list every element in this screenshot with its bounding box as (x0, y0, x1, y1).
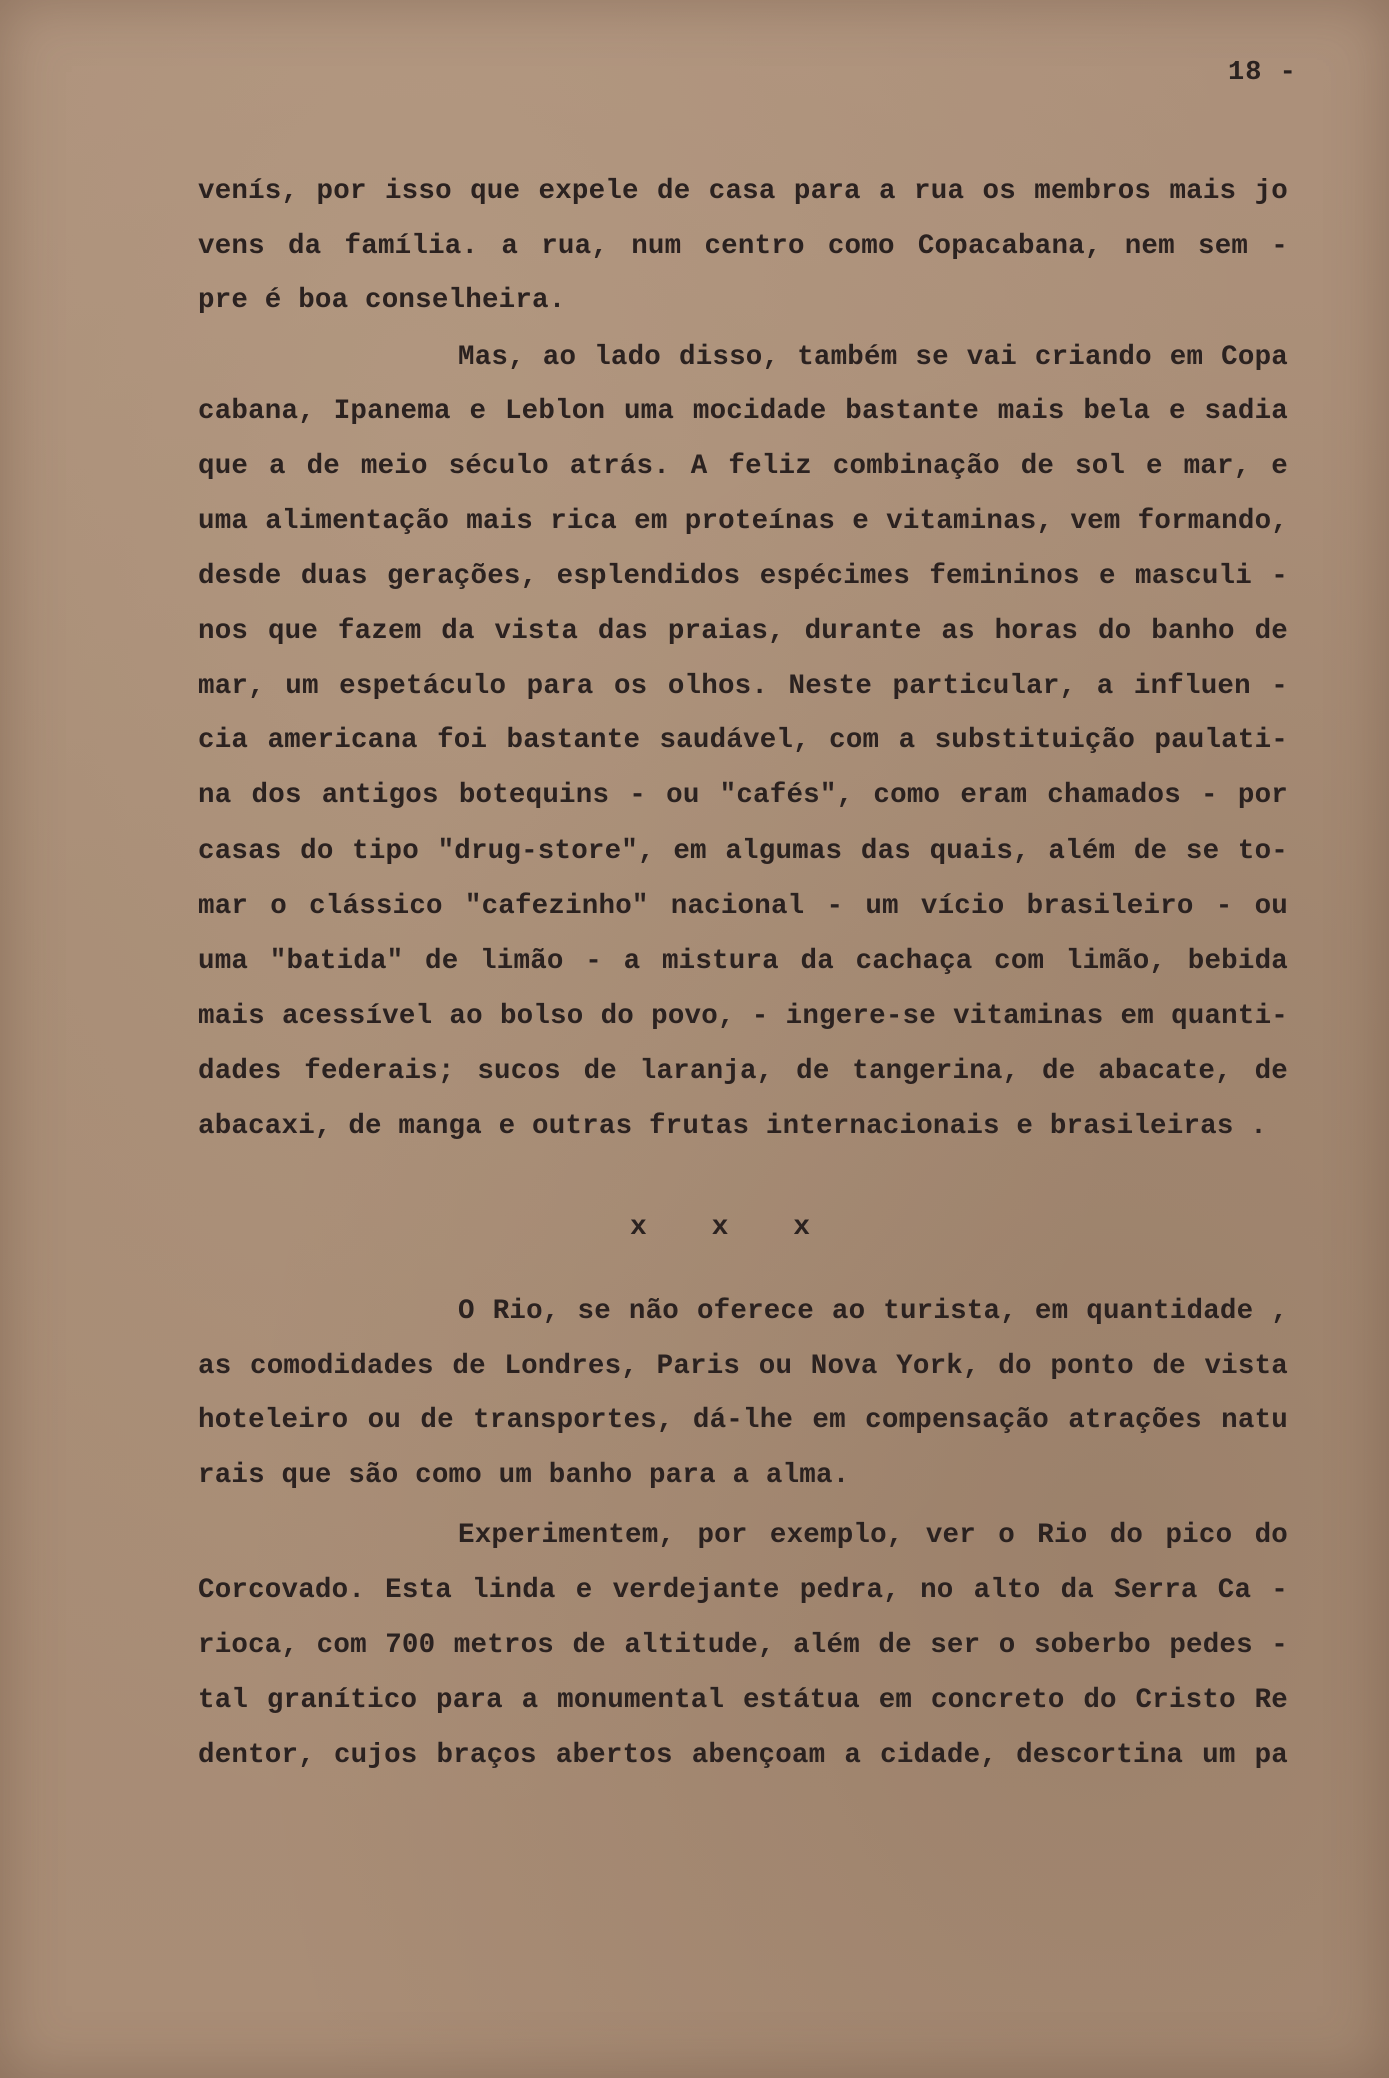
text-line: rioca, com 700 metros de altitude, além de ser o soberbo pedes - (198, 1630, 1288, 1661)
text-line: O Rio, se não oferece ao turista, em quantidade , (458, 1296, 1288, 1327)
separator-mark: x (711, 1212, 729, 1243)
text-line: cabana, Ipanema e Leblon uma mocidade bastante mais bela e sadia (198, 396, 1288, 427)
text-line: cia americana foi bastante saudável, com a substituição paulati- (198, 725, 1288, 756)
text-line: tal granítico para a monumental estátua em concreto do Cristo Re (198, 1685, 1288, 1716)
text-line: as comodidades de Londres, Paris ou Nova York, do ponto de vista (198, 1351, 1288, 1382)
section-separator (630, 1212, 810, 1243)
text-line: pre é boa conselheira. (198, 285, 566, 316)
text-line: Mas, ao lado disso, também se vai criando em Copa (458, 342, 1288, 373)
text-line: vens da família. a rua, num centro como Copacabana, nem sem - (198, 231, 1288, 262)
text-line: abacaxi, de manga e outras frutas internacionais e brasileiras . (198, 1111, 1267, 1142)
text-line: mar o clássico "cafezinho" nacional - um vício brasileiro - ou (198, 891, 1288, 922)
text-line: Experimentem, por exemplo, ver o Rio do pico do (458, 1520, 1288, 1551)
text-line: hoteleiro ou de transportes, dá-lhe em compensação atrações natu (198, 1405, 1288, 1436)
text-line: na dos antigos botequins - ou "cafés", como eram chamados - por (198, 780, 1288, 811)
page-number: 18 - (1228, 58, 1297, 88)
text-line: casas do tipo "drug-store", em algumas das quais, além de se to- (198, 836, 1288, 867)
text-line: dades federais; sucos de laranja, de tangerina, de abacate, de (198, 1056, 1288, 1087)
text-line: venís, por isso que expele de casa para a rua os membros mais jo (198, 176, 1288, 207)
separator-mark: x (630, 1212, 647, 1243)
text-line: uma alimentação mais rica em proteínas e vitaminas, vem formando, (198, 506, 1288, 537)
text-line: desde duas gerações, esplendidos espécimes femininos e masculi - (198, 561, 1288, 592)
text-line: Corcovado. Esta linda e verdejante pedra, no alto da Serra Ca - (198, 1575, 1288, 1606)
text-line: uma "batida" de limão - a mistura da cachaça com limão, bebida (198, 946, 1288, 977)
text-line: mais acessível ao bolso do povo, - ingere-se vitaminas em quanti- (198, 1001, 1288, 1032)
text-line: rais que são como um banho para a alma. (198, 1460, 850, 1491)
text-line: que a de meio século atrás. A feliz combinação de sol e mar, e (198, 451, 1288, 482)
text-line: nos que fazem da vista das praias, durante as horas do banho de (198, 616, 1288, 647)
separator-mark: x (793, 1212, 810, 1243)
text-line: dentor, cujos braços abertos abençoam a cidade, descortina um pa (198, 1740, 1288, 1771)
text-line: mar, um espetáculo para os olhos. Neste particular, a influen - (198, 671, 1288, 702)
